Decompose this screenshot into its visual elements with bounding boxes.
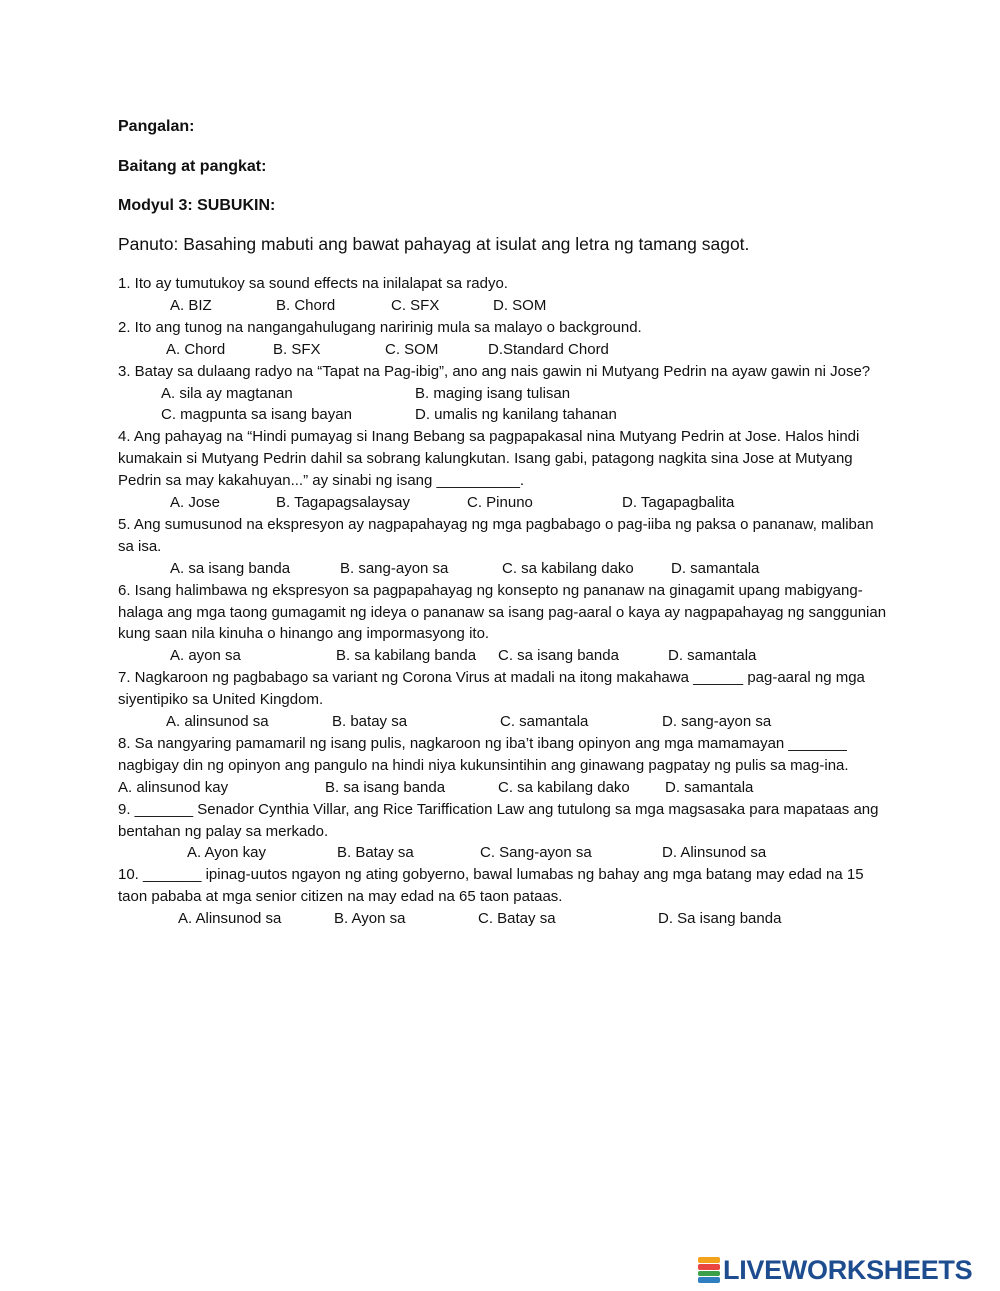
question-text: 9. _______ Senador Cynthia Villar, ang Rice Tariffication Law ang tutulong sa mga magsasaka para mapataas ang bentahan ng palay sa merkado. [118,800,879,840]
grade-section-label: Baitang at pangkat: [118,158,267,175]
answer-option[interactable]: A. Alinsunod sa [178,910,282,928]
answer-option[interactable]: C. samantala [500,713,589,731]
name-label: Pangalan: [118,118,195,135]
answer-options [118,558,888,580]
instructions: Panuto: Basahing mabuti ang bawat pahayag at isulat ang letra ng tamang sagot. [118,234,750,254]
answer-option[interactable]: C. SFX [391,296,440,314]
answer-option[interactable]: B. sa kabilang banda [336,647,477,665]
answer-options [118,295,888,317]
question-text: 6. Isang halimbawa ng ekspresyon sa pagpapahayag ng konsepto ng pananaw na ginagamit upang mabigyang-halaga ang mga taong gumagamit ng ideya o pananaw sa isang pag-aaral o kaya ay nagpapahayag ng sanggunian kung saan nila kinuha o hinango ang impormasyong ito. [118,581,887,643]
question-text: 8. Sa nangyaring pamamaril ng isang pulis, nagkaroon ng iba’t ibang opinyon ang mga mamamayan _______ nagbigay din ng opinyon ang pangulo na hindi niya kukunsintihin ang ginawang pagpatay ng pulis sa mag-ina. [118,734,849,774]
answer-options [118,404,888,426]
question-text: 2. Ito ang tunog na nangangahulugang naririnig mula sa malayo o background. [118,318,642,336]
question-list [118,273,888,930]
answer-options [118,908,888,930]
answer-option[interactable]: D. Tagapagbalita [622,494,735,511]
answer-option[interactable]: A. BIZ [170,296,212,314]
answer-option[interactable]: C. Batay sa [478,910,556,928]
answer-options [118,339,888,361]
answer-option[interactable]: C. sa isang banda [498,647,619,665]
answer-options [118,842,888,864]
question-text: 4. Ang pahayag na “Hindi pumayag si Inang Bebang sa pagpapakasal nina Mutyang Pedrin at Jose. Halos hindi kumakain si Mutyang Pedrin dahil sa sobrang kalungkutan. Isang gabi, patagong nagkita sina Jose at Mutyang Pedrin sa may kakahuyan...” ay sinabi ng isang __________. [118,428,860,490]
answer-option[interactable]: B. sang-ayon sa [340,559,449,577]
answer-option[interactable]: D. samantala [671,559,760,577]
answer-option[interactable]: D. SOM [493,296,547,314]
answer-option[interactable]: B. Chord [276,296,336,314]
question-text: 1. Ito ay tumutukoy sa sound effects na inilalapat sa radyo. [118,275,508,292]
answer-options [118,383,888,405]
answer-options [118,645,888,667]
answer-option[interactable]: C. sa kabilang dako [502,559,634,577]
question-text: 10. _______ ipinag-uutos ngayon ng ating gobyerno, bawal lumabas ng bahay ang mga batang may edad na 15 taon pababa at mga senior citizen na may edad na 65 taon pataas. [118,866,864,906]
answer-option[interactable]: D.Standard Chord [488,340,609,358]
question-text: 5. Ang sumusunod na ekspresyon ay nagpapahayag ng mga pagbabago o pag-iiba ng paksa o pananaw, maliban sa isa. [118,515,874,555]
answer-option[interactable]: C. magpunta sa isang bayan [161,406,352,424]
answer-option[interactable]: A. Chord [166,340,226,358]
answer-option[interactable]: C. sa kabilang dako [498,778,630,796]
answer-option[interactable]: A. alinsunod sa [166,713,269,731]
answer-options [118,777,888,799]
logo-text: LIVEWORKSHEETS [723,1254,973,1285]
liveworksheets-logo-icon [698,1257,720,1283]
answer-option[interactable]: D. sang-ayon sa [662,713,772,731]
answer-option[interactable]: B. Batay sa [337,844,414,862]
answer-option[interactable]: D. samantala [668,647,757,665]
liveworksheets-logo [698,1256,972,1284]
answer-option[interactable]: A. Ayon kay [187,844,266,862]
answer-option[interactable]: B. SFX [273,340,321,358]
question-text: 7. Nagkaroon ng pagbabago sa variant ng Corona Virus at madali na itong makahawa ______ pag-aaral ng mga siyentipiko sa United Kingdom. [118,669,865,709]
answer-option[interactable]: C. SOM [385,340,439,358]
answer-option[interactable]: B. maging isang tulisan [415,384,571,402]
answer-option[interactable]: B. batay sa [332,713,408,731]
answer-option[interactable]: A. sila ay magtanan [161,384,293,402]
answer-options [118,492,888,514]
answer-options [118,711,888,733]
answer-option[interactable]: A. ayon sa [170,647,241,665]
answer-option[interactable]: B. sa isang banda [325,778,446,796]
question-text: 3. Batay sa dulaang radyo na “Tapat na Pag-ibig”, ano ang nais gawin ni Mutyang Pedrin na ayaw gawin ni Jose? [118,362,871,380]
module-title: Modyul 3: SUBUKIN: [118,197,276,214]
answer-option[interactable]: D. Alinsunod sa [662,844,767,862]
answer-option[interactable]: D. umalis ng kanilang tahanan [415,406,617,424]
answer-option[interactable]: C. Sang-ayon sa [480,844,592,862]
answer-option[interactable]: D. Sa isang banda [658,910,782,928]
answer-option[interactable]: B. Ayon sa [334,910,406,928]
answer-option[interactable]: A. Jose [170,494,221,511]
answer-option[interactable]: A. sa isang banda [170,559,291,577]
answer-option[interactable]: C. Pinuno [467,494,533,511]
answer-option[interactable]: D. samantala [665,778,754,796]
answer-option[interactable]: B. Tagapagsalaysay [276,494,410,511]
answer-option[interactable]: A. alinsunod kay [118,778,229,796]
